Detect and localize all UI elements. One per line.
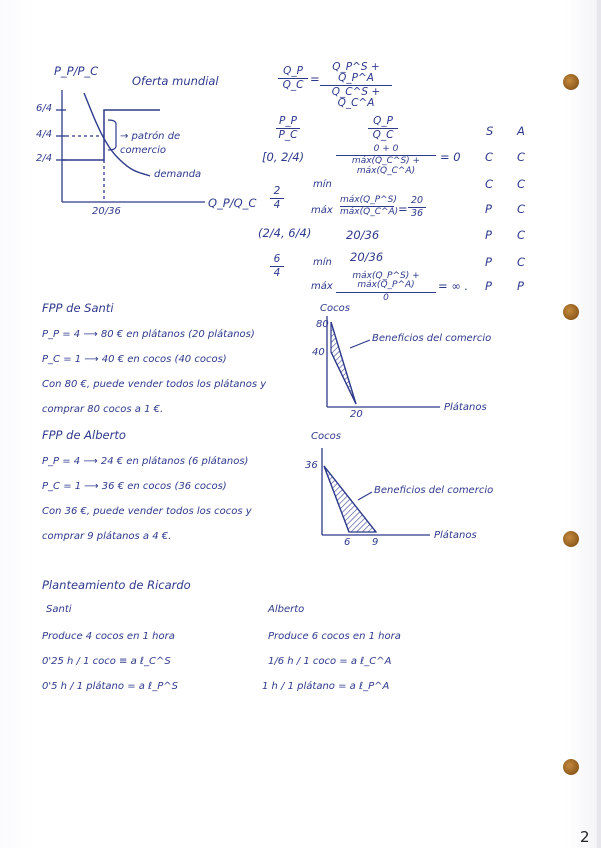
top-graph-tick-4-4: 4/4 <box>36 129 53 140</box>
alberto-graph-x-label: Plátanos <box>434 530 477 541</box>
top-graph-tick-2-4: 2/4 <box>36 153 53 164</box>
row4-ratio: 6 4 <box>270 254 284 279</box>
trade-pattern-label: → patrón de comercio <box>120 131 181 156</box>
top-graph-x-tick: 20/36 <box>92 206 121 217</box>
price-ratio-header: P_P P_C <box>276 116 300 141</box>
top-graph-tick-6-4: 6/4 <box>36 103 53 114</box>
santi-benefit-label: Beneficios del comercio <box>372 333 492 344</box>
row1-interval: [0, 2/4) <box>262 150 305 164</box>
santi-line: Con 80 €, puede vender todos los plátanos y <box>42 379 267 390</box>
santi-heading: FPP de Santi <box>42 301 114 315</box>
alberto-line: Con 36 €, puede vender todos los cocos y <box>42 506 252 517</box>
header-alberto: A <box>517 124 525 138</box>
alberto-graph-y-label: Cocos <box>311 431 341 442</box>
alberto-line: comprar 9 plátanos a 4 €. <box>42 531 172 542</box>
row2-ratio: 2 4 <box>270 186 284 211</box>
top-graph-title: Oferta mundial <box>132 74 219 88</box>
santi-line: P_P = 4 ⟶ 80 € en plátanos (20 plátanos) <box>42 329 255 340</box>
top-graph-x-label: Q_P/Q_C <box>208 196 257 210</box>
formula-rhs: Q_P^S + Q_P^A Q_C^S + Q_C^A <box>320 62 392 109</box>
row3-interval: (2/4, 6/4) <box>258 226 312 240</box>
header-santi: S <box>486 124 494 138</box>
page-number: 2 <box>580 828 590 846</box>
ricardo-heading: Planteamiento de Ricardo <box>42 578 191 592</box>
santi-line: comprar 80 cocos a 1 €. <box>42 404 164 415</box>
santi-line: P_C = 1 ⟶ 40 € en cocos (40 cocos) <box>42 354 227 365</box>
top-graph-y-label: P_P/P_C <box>54 64 99 78</box>
alberto-benefit-label: Beneficios del comercio <box>374 485 494 496</box>
alberto-line: P_C = 1 ⟶ 36 € en cocos (36 cocos) <box>42 481 227 492</box>
ricardo-santi-title: Santi <box>46 604 72 615</box>
row1-quotient: 0 + 0 máx(Q_C^S) + máx(Q_C^A) <box>336 145 436 176</box>
santi-fpp-graph <box>327 316 440 407</box>
santi-graph-x-label: Plátanos <box>444 402 487 413</box>
alberto-line: P_P = 4 ⟶ 24 € en plátanos (6 plátanos) <box>42 456 249 467</box>
santi-graph-y-label: Cocos <box>320 303 350 314</box>
alberto-heading: FPP de Alberto <box>42 428 126 442</box>
ricardo-alberto-title: Alberto <box>268 604 305 615</box>
formula-lhs: Q_P Q_C <box>278 66 308 91</box>
demand-label: demanda <box>154 169 202 180</box>
quantity-ratio-header: Q_P Q_C <box>368 116 398 141</box>
